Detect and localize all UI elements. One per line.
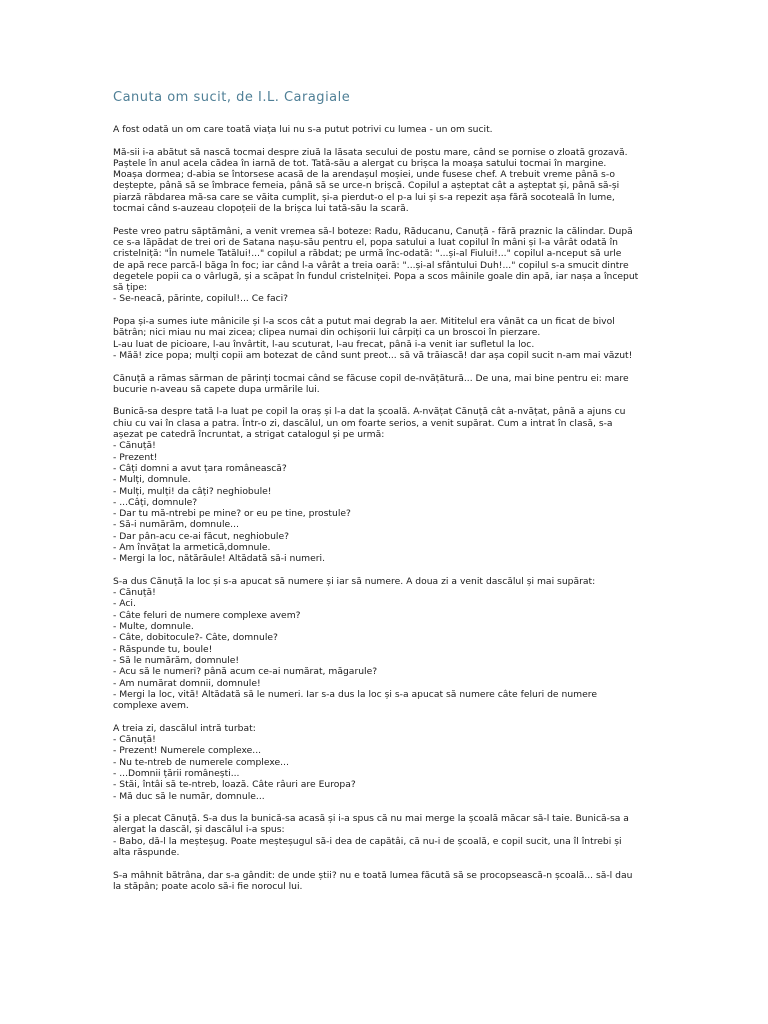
page-title: Canuta om sucit, de I.L. Caragiale <box>113 90 351 105</box>
text-line: - Multe, domnule. <box>113 621 194 633</box>
text-line: bătrân; nici miau nu mai zicea; clipea numai din ochișorii lui cârpiți ca un broscoi în pierzare. <box>113 327 541 339</box>
text-line: - Babo, dă-l la meșteșug. Poate meșteșugul să-i dea de capătâi, că nu-i de școală, e copil sucit, una îl întrebi și <box>113 835 622 847</box>
text-line: - Să le numărăm, domnule! <box>113 654 240 666</box>
paragraph <box>113 226 713 305</box>
text-line: Bunică-sa despre tată l-a luat pe copil la oraș și l-a dat la școală. A-nvățat Cănuță cât a-nvățat, până a ajuns cu <box>113 406 626 418</box>
text-line: să țipe: <box>113 282 148 294</box>
text-line: - Cănuță! <box>113 734 156 746</box>
paragraph <box>113 124 713 135</box>
text-line: Popa și-a sumes iute mânicile și l-a scos cât a putut mai degrab la aer. Mititelul era vânăt ca un ficat de bivol <box>113 316 615 328</box>
text-line: - Am numărat domnii, domnule! <box>113 677 261 689</box>
text-line: - Dar pân-acu ce-ai făcut, neghiobule? <box>113 530 290 542</box>
text-line: - Măă! zice popa; mulți copii am botezat de când sunt preot... să vă trăiască! dar așa copil sucit n-am mai văzut! <box>113 349 633 361</box>
text-line: - Mergi la loc, nătărăule! Altădată să-i numeri. <box>113 553 326 565</box>
text-line: cristelniță: "În numele Tatălui!..." copilul a răbdat; pe urmă înc-odată: "...și-al Fiului!..." copilul a-nceput să urle <box>113 248 622 260</box>
text-line: chiu cu vai în clasa a patra. Într-o zi, dascălul, un om foarte serios, a venit supărat. Cum a intrat în clasă, s-a <box>113 417 613 429</box>
story-text <box>113 124 713 903</box>
text-line: A fost odată un om care toată viața lui nu s-a putut potrivi cu lumea - un om sucit. <box>113 124 493 135</box>
text-line: - Aci. <box>113 598 136 610</box>
text-line: - Dar tu mă-ntrebi pe mine? or eu pe tine, prostule? <box>113 508 351 520</box>
text-line: - Cănuță! <box>113 440 156 452</box>
text-line: - Cănuță! <box>113 587 156 599</box>
paragraph <box>113 870 713 893</box>
paragraph <box>113 316 713 361</box>
text-line: Peste vreo patru săptămâni, a venit vremea să-l boteze: Radu, Răducanu, Canuță - fără praznic la călindar. După <box>113 225 633 237</box>
text-line: - Mergi la loc, vită! Altădată să le numeri. Iar s-a dus la loc și s-a apucat să numere câte feluri de numere <box>113 688 597 700</box>
text-line: - ...Domnii țării românești... <box>113 767 240 779</box>
text-line: - Câte, dobitocule?- Câte, domnule? <box>113 632 278 644</box>
text-line: - Câte feluri de numere complexe avem? <box>113 609 301 621</box>
text-line: A treia zi, dascălul intră turbat: <box>113 722 256 734</box>
text-line: S-a dus Cănuță la loc și s-a apucat să numere și iar să numere. A doua zi a venit dascălul și mai supărat: <box>113 575 596 587</box>
paragraph <box>113 576 713 712</box>
text-line: degetele popii ca o vârlugă, și a scăpat în fundul cristelniței. Popa a scos mâinile goale din apă, iar nașa a început <box>113 270 639 282</box>
paragraph <box>113 147 713 215</box>
text-line: L-au luat de picioare, l-au învârtit, l-au scuturat, l-au frecat, până i-a venit iar sufletul la loc. <box>113 338 535 350</box>
text-line: așezat pe catedră încruntat, a strigat catalogul și pe urmă: <box>113 429 385 441</box>
text-line: Mă-sii i-a abătut să nască tocmai despre ziuă la lăsata secului de postu mare, când se pornise o zloată grozavă. <box>113 146 628 158</box>
text-line: Cănuță a rămas sărman de părinți tocmai când se făcuse copil de-nvățătură... De una, mai bine pentru ei: mare <box>113 372 629 384</box>
text-line: - Stăi, întâi să te-ntreb, loază. Câte râuri are Europa? <box>113 779 356 791</box>
paragraph <box>113 813 713 858</box>
text-line: - Să-i numărăm, domnule... <box>113 519 239 531</box>
text-line: - Mulți, mulți! da câți? neghiobule! <box>113 485 272 497</box>
text-line: Paștele în anul acela cădea în iarnă de tot. Tată-său a alergat cu brișca la moașa satului tocmai în margine. <box>113 157 607 169</box>
text-line: - Acu să le numeri? până acum ce-ai numărat, măgarule? <box>113 666 378 678</box>
text-line: Și a plecat Cănuță. S-a dus la bunică-sa acasă și i-a spus că nu mai merge la școală măcar să-l taie. Bunică-sa a <box>113 813 629 825</box>
text-line: - Mulți, domnule. <box>113 474 191 486</box>
text-line: - Mă duc să le număr, domnule... <box>113 790 265 802</box>
paragraph <box>113 723 713 802</box>
text-line: - Am învățat la armetică,domnule. <box>113 541 271 553</box>
text-line: - Se-neacă, părinte, copilul!... Ce faci? <box>113 293 289 305</box>
paragraph <box>113 406 713 564</box>
text-line: alta răspunde. <box>113 847 180 858</box>
text-line: - Câți domni a avut țara românească? <box>113 462 287 474</box>
paragraph <box>113 373 713 396</box>
text-line: Moașa dormea; d-abia se întorsese acasă de la arendașul moșiei, unde fusese chef. A trebuit vreme până s-o <box>113 169 615 181</box>
text-line: - Prezent! Numerele complexe... <box>113 745 262 757</box>
text-line: - Nu te-ntreb de numerele complexe... <box>113 756 289 768</box>
text-line: - ...Câți, domnule? <box>113 496 198 508</box>
text-line: tocmai când s-auzeau clopoțeii de la brișca lui tată-său la scară. <box>113 203 409 215</box>
text-line: S-a mâhnit bătrâna, dar s-a gândit: de unde știi? nu e toată lumea făcută să se procopsească-n școală... să-l dau <box>113 869 633 881</box>
text-line: - Prezent! <box>113 451 158 463</box>
text-line: la stăpân; poate acolo să-i fie norocul lui. <box>113 880 303 892</box>
text-line: - Răspunde tu, boule! <box>113 643 213 655</box>
text-line: deștepte, până să se îmbrace femeia, până să se urce-n brișcă. Copilul a așteptat cât a așteptat și, până să-și <box>113 180 620 192</box>
text-line: alergat la dascăl, și dascălul i-a spus: <box>113 824 285 836</box>
text-line: complexe avem. <box>113 700 189 712</box>
text-line: ce s-a lăpădat de trei ori de Satana nașu-său pentru el, popa satului a luat copilul în mâni și l-a vârât odată în <box>113 236 618 248</box>
text-line: de apă rece parcă-l băga în foc; iar când l-a vârât a treia oară: "...și-al sfântului Duh!..." copilul s-a smucit dintre <box>113 259 629 271</box>
text-line: piarză răbdarea mă-sa care se văita cumplit, și-a pierdut-o el p-a lui și s-a repezit așa fără socoteală în lume, <box>113 191 615 203</box>
text-line: bucurie n-aveau să capete dupa urmările lui. <box>113 383 320 395</box>
